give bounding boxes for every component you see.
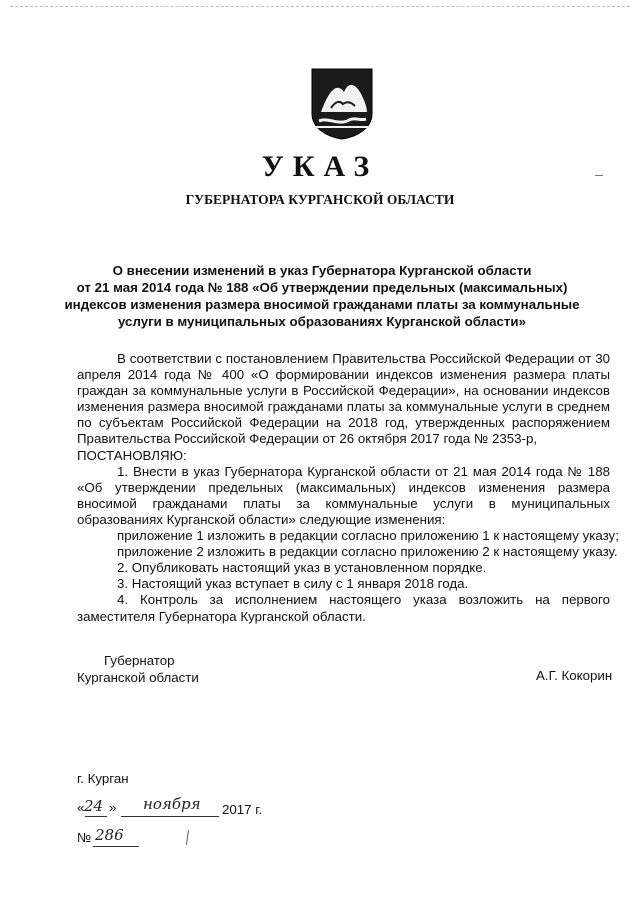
signatory-position-line1: Губернатор — [104, 653, 175, 668]
heading-line: индексов изменения размера вносимой гражданами платы за коммунальные — [64, 297, 580, 312]
date-month-underline — [121, 816, 219, 817]
heading-line: от 21 мая 2014 года № 188 «Об утверждении предельных (максимальных) — [76, 280, 568, 295]
date-day-handwritten: 24 — [84, 797, 104, 815]
scan-edge-noise — [10, 6, 630, 9]
issue-date — [77, 795, 277, 820]
document-subtitle: ГУБЕРНАТОРА КУРГАНСКОЙ ОБЛАСТИ — [185, 192, 455, 207]
date-year: 2017 г. — [222, 802, 263, 817]
number-value-handwritten: 286 — [95, 826, 124, 844]
document-title: УКАЗ — [261, 150, 379, 183]
signatory-position-line2: Курганской области — [77, 670, 199, 685]
heading-line: О внесении изменений в указ Губернатора Курганской области — [112, 263, 532, 278]
decree-heading — [62, 262, 582, 330]
decree-number — [77, 826, 177, 850]
date-quote-close: » — [109, 800, 117, 815]
signatory-position — [77, 652, 199, 686]
date-month-handwritten: ноября — [143, 795, 201, 813]
heading-line: услуги в муниципальных образованиях Курганской области» — [117, 314, 526, 329]
preamble-paragraph: В соответствии с постановлением Правительства Российской Федерации от 30 апреля 2014 года № 400 «О формировании индексов изменения размера платы граждан за коммунальные услуги в Российской Федерации», на основании индексов изменения размера вносимой гражданами платы за коммунальные услуги в среднем по субъектам Российской Федерации на 2018 год, утвержденных распоряжением Правительства Российской Федерации от 26 октября 2017 года № 2353-р, — [77, 351, 610, 447]
item-1-paragraph: 1. Внести в указ Губернатора Курганской области от 21 мая 2014 года № 188 «Об утверждении предельных (максимальных) индексов изменения размера вносимой гражданами платы за коммунальные услуги в муниципальных образованиях Курганской области» следующие изменения: — [77, 463, 610, 527]
issue-place: г. Курган — [77, 771, 129, 786]
signatory-name: А.Г. Кокорин — [536, 668, 613, 683]
date-quote-open: « — [77, 800, 85, 815]
decree-body — [77, 351, 619, 625]
item-1-change-a: приложение 1 изложить в редакции согласно приложению 1 к настоящему указу; — [117, 528, 619, 544]
number-label: № — [77, 830, 92, 845]
item-3-paragraph: 3. Настоящий указ вступает в силу с 1 января 2018 года. — [117, 576, 469, 592]
number-underline — [93, 846, 139, 847]
pen-mark — [186, 830, 189, 845]
item-2-paragraph: 2. Опубликовать настоящий указ в установленном порядке. — [117, 560, 487, 576]
date-day-underline — [85, 816, 107, 817]
item-4-paragraph: 4. Контроль за исполнением настоящего указа возложить на первого заместителя Губернатора Курганской области. — [77, 592, 610, 624]
decree-word: ПОСТАНОВЛЯЮ: — [77, 447, 187, 463]
margin-mark — [595, 175, 603, 176]
kurgan-coat-of-arms-icon — [311, 68, 373, 140]
item-1-change-b: приложение 2 изложить в редакции согласно приложению 2 к настоящему указу. — [117, 544, 618, 560]
